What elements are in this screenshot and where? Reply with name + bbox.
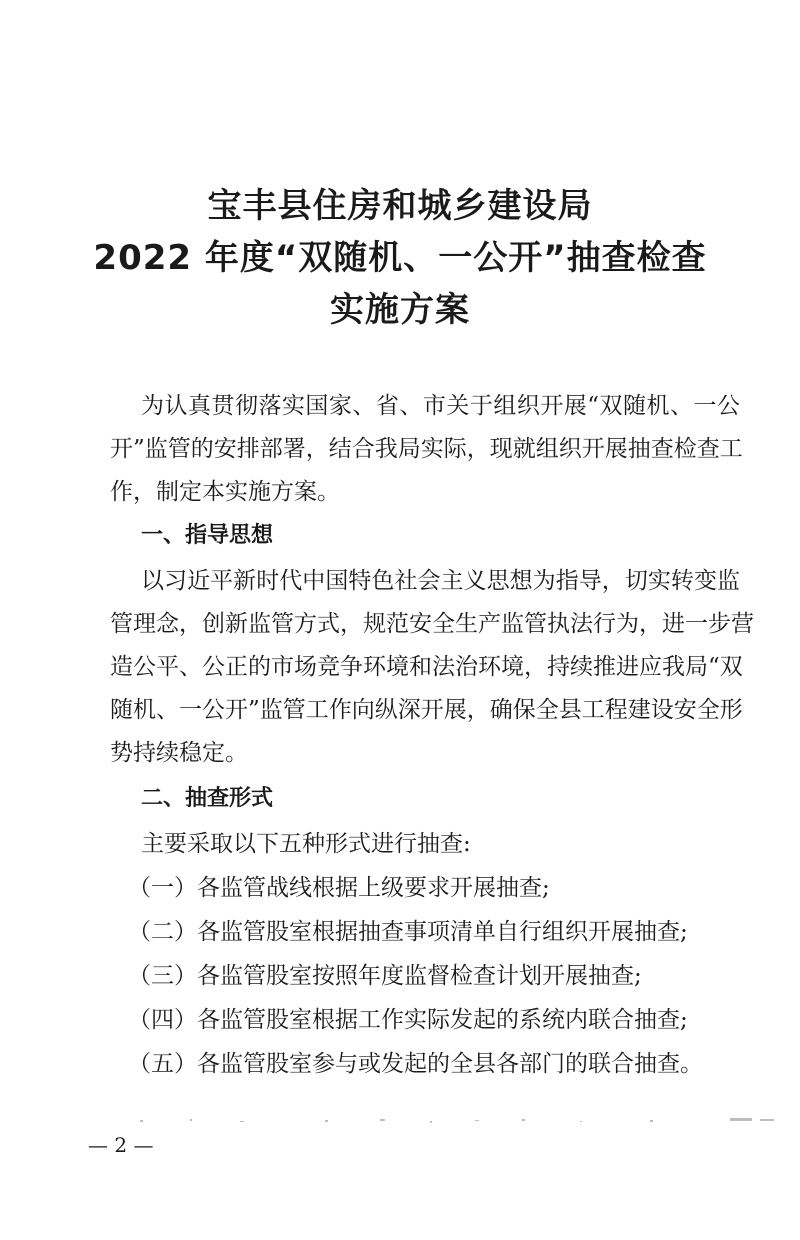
body-line: 管理念，创新监管方式，规范安全生产监管执法行为，进一步营 (110, 611, 754, 637)
page-number: — 2 — (88, 1133, 154, 1157)
intro-line: 作，制定本实施方案。 (110, 479, 340, 505)
list-item: （二）各监管股室根据抽查事项清单自行组织开展抽查; (128, 919, 688, 945)
body-line: 造公平、公正的市场竞争环境和法治环境，持续推进应我局“双 (110, 654, 743, 680)
list-item: （五）各监管股室参与或发起的全县各部门的联合抽查。 (128, 1051, 703, 1077)
section-heading: 一、指导思想 (141, 523, 274, 548)
section-heading: 二、抽查形式 (141, 786, 274, 811)
title-line-3: 实施方案 (330, 290, 470, 330)
list-item: （三）各监管股室按照年度监督检查计划开展抽查; (128, 963, 642, 989)
title-line-2: 2022 年度“双随机、一公开”抽查检查 (93, 238, 707, 278)
list-item: （一）各监管战线根据上级要求开展抽查; (128, 875, 550, 901)
scan-artifacts (130, 1112, 790, 1128)
body-line: 以习近平新时代中国特色社会主义思想为指导，切实转变监 (141, 568, 740, 594)
list-item: （四）各监管股室根据工作实际发起的系统内联合抽查; (128, 1007, 688, 1033)
body-line: 势持续稳定。 (110, 740, 248, 766)
body-line: 主要采取以下五种形式进行抽查: (141, 831, 471, 857)
body-line: 随机、一公开”监管工作向纵深开展，确保全县工程建设安全形 (110, 697, 743, 723)
intro-line: 开”监管的安排部署，结合我局实际，现就组织开展抽查检查工 (110, 436, 743, 462)
title-line-1: 宝丰县住房和城乡建设局 (207, 186, 593, 226)
intro-line: 为认真贯彻落实国家、省、市关于组织开展“双随机、一公 (141, 393, 740, 419)
